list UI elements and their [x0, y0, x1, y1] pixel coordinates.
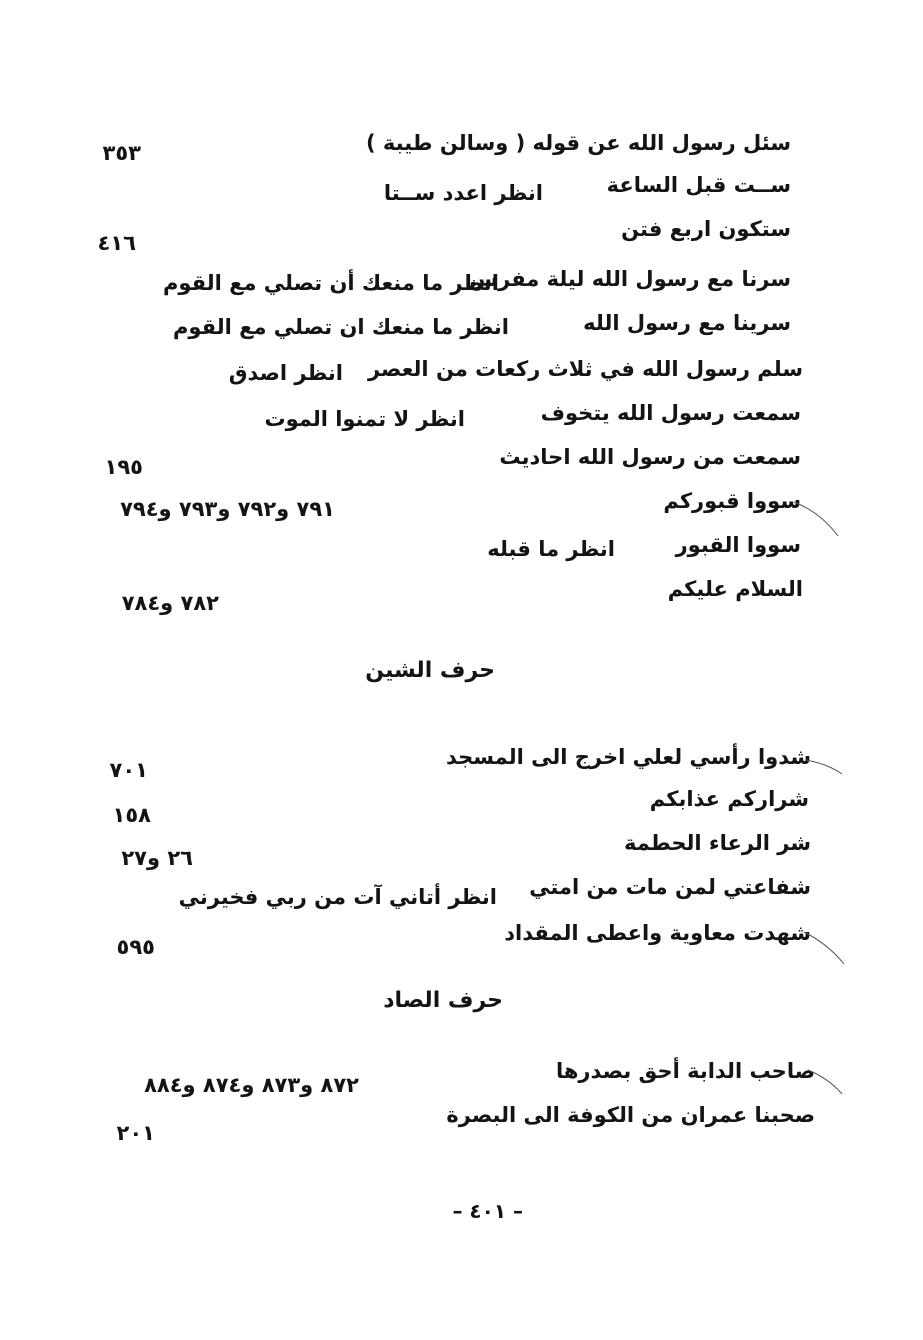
entry-cross-ref: انظر اعدد ســتا: [383, 181, 543, 205]
entry-text: ستكون اربع فتن: [621, 217, 791, 241]
entry-text: شهدت معاوية واعطى المقداد: [504, 921, 811, 945]
entry-text: ســت قبل الساعة: [606, 173, 791, 197]
entry-cross-ref: انظر اصدق: [228, 361, 343, 385]
margin-tick-mark: [800, 922, 860, 982]
entry-page-ref: ٥٩٥: [116, 935, 155, 959]
page-number: – ٤٠١ –: [452, 1199, 523, 1223]
entry-text: صحبنا عمران من الكوفة الى البصرة: [446, 1103, 815, 1127]
margin-tick-mark: [802, 752, 862, 802]
entry-text: سمعت من رسول الله احاديث: [499, 445, 801, 469]
entry-page-ref: ١٥٨: [112, 803, 151, 827]
entry-page-ref: ٢٠١: [116, 1121, 155, 1145]
entry-cross-ref: انظر لا تمنوا الموت: [264, 407, 465, 431]
entry-cross-ref: انظر ما منعك ان تصلي مع القوم: [173, 315, 509, 339]
entry-text: سرنا مع رسول الله ليلة مفرس: [469, 267, 791, 291]
entry-cross-ref: انظر ما منعك أن تصلي مع القوم: [163, 271, 499, 295]
entry-text: سلم رسول الله في ثلاث ركعات من العصر: [367, 357, 803, 381]
entry-text: سووا القبور: [675, 533, 801, 557]
entry-text: سئل رسول الله عن قوله ( وسالن طيبة ): [366, 131, 791, 155]
entry-text: شراركم عذابكم: [649, 787, 809, 811]
entry-page-ref: ٧٨٢ و٧٨٤: [121, 591, 219, 615]
section-heading: حرف الصاد: [383, 988, 503, 1013]
entry-text: شدوا رأسي لعلي اخرج الى المسجد: [446, 745, 811, 769]
entry-text: سرينا مع رسول الله: [583, 311, 791, 335]
entry-text: سووا قبوركم: [663, 489, 801, 513]
entry-text: شر الرعاء الحطمة: [624, 831, 811, 855]
entry-page-ref: ٧٠١: [109, 758, 148, 782]
entry-cross-ref: انظر ما قبله: [487, 537, 615, 561]
entry-cross-ref: انظر أتاني آت من ربي فخيرني: [178, 885, 497, 909]
section-heading: حرف الشين: [365, 658, 495, 683]
entry-text: السلام عليكم: [667, 577, 803, 601]
entry-page-ref: ٤١٦: [97, 231, 136, 255]
entry-text: صاحب الدابة أحق بصدرها: [555, 1059, 815, 1083]
entry-page-ref: ٢٦ و٢٧: [121, 846, 193, 870]
entry-page-ref: ٨٧٢ و٨٧٣ و٨٧٤ و٨٨٤: [144, 1073, 359, 1097]
entry-text: شفاعتي لمن مات من امتي: [529, 875, 811, 899]
entry-page-ref: ٣٥٣: [102, 141, 141, 165]
entry-page-ref: ٧٩١ و٧٩٢ و٧٩٣ و٧٩٤: [120, 497, 335, 521]
entry-text: سمعت رسول الله يتخوف: [540, 401, 801, 425]
entry-page-ref: ١٩٥: [104, 455, 143, 479]
